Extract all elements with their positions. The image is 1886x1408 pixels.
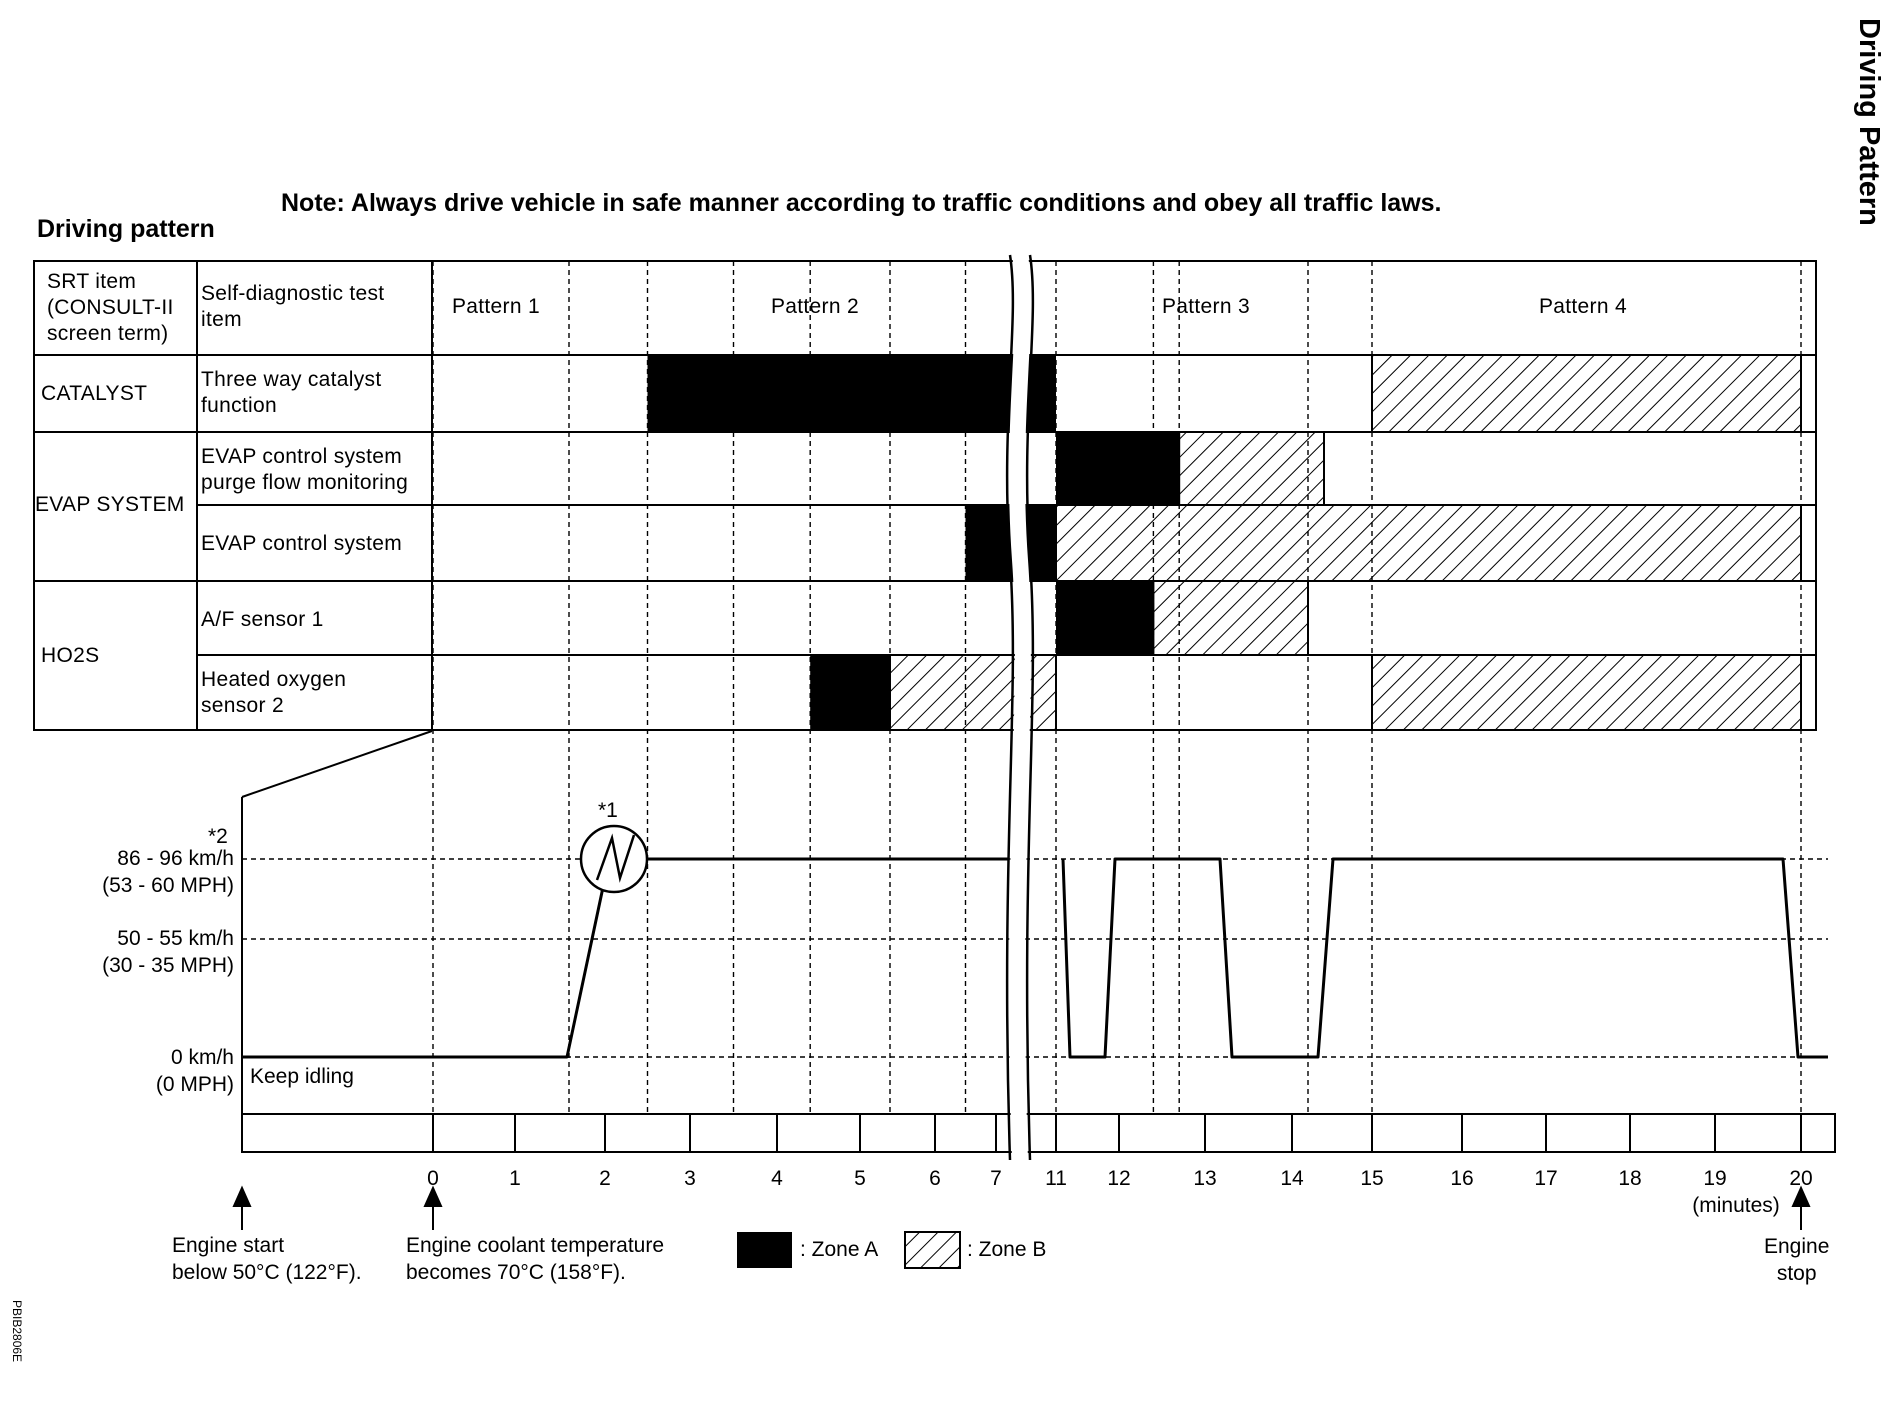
acceleration-circle-icon: [581, 826, 647, 892]
safety-note: Note: Always drive vehicle in safe manner according to traffic conditions and obey all traffic laws.: [281, 189, 1442, 217]
x-tick-label: 19: [1703, 1167, 1727, 1190]
x-tick-label: 6: [929, 1167, 941, 1190]
legend-zone-b: : Zone B: [967, 1238, 1047, 1261]
x-tick-label: 11: [1045, 1167, 1067, 1190]
item-three-way-catalyst: Three way catalyst function: [201, 368, 382, 417]
up-arrow-icons: [234, 1188, 1809, 1230]
legend-zone-a: : Zone A: [800, 1238, 879, 1261]
x-tick-label: 4: [771, 1167, 783, 1190]
x-tick-label: 20: [1789, 1167, 1813, 1190]
zone-b-bar-hos2: [1372, 655, 1801, 730]
side-title: Driving Pattern: [1853, 18, 1885, 226]
header-srt-item: SRT item (CONSULT-II screen term): [47, 270, 174, 345]
coolant-temperature-annotation: Engine coolant temperature becomes 70°C (158°F).: [406, 1234, 664, 1284]
engine-stop-annotation: Engine stop: [1764, 1235, 1830, 1285]
header-pattern-4: Pattern 4: [1539, 295, 1627, 318]
group-evap-system: EVAP SYSTEM: [35, 493, 185, 516]
zone-a-bar-twc: [648, 355, 1057, 432]
x-tick-label: 1: [509, 1167, 521, 1190]
y-label-mid-speed: 50 - 55 km/h (30 - 35 MPH): [102, 927, 234, 977]
header-pattern-2: Pattern 2: [771, 295, 859, 318]
x-tick-label: 14: [1280, 1167, 1304, 1190]
graph-axes: [242, 797, 1835, 1152]
header-pattern-1: Pattern 1: [452, 295, 540, 318]
y-label-high-speed: 86 - 96 km/h (53 - 60 MPH): [102, 847, 234, 897]
mark-2: *2: [208, 825, 228, 848]
x-tick-label: 18: [1618, 1167, 1642, 1190]
x-tick-label: 16: [1450, 1167, 1474, 1190]
zone-b-bar-twc: [1372, 355, 1801, 432]
zone-b-bar-af1: [1153, 581, 1308, 655]
group-catalyst: CATALYST: [41, 382, 148, 405]
zone-a-bar-hos2: [810, 655, 890, 730]
x-tick-label: 15: [1360, 1167, 1384, 1190]
timeline-ticks: [433, 1114, 1801, 1152]
header-pattern-3: Pattern 3: [1162, 295, 1250, 318]
zone-a-swatch: [737, 1232, 792, 1268]
item-af-sensor-1: A/F sensor 1: [201, 608, 324, 631]
y-label-zero-speed: 0 km/h (0 MPH): [155, 1046, 234, 1096]
zone-b-bar-evap: [1056, 505, 1801, 581]
item-evap-purge-flow: EVAP control system purge flow monitoring: [201, 445, 409, 494]
zone-b-bar-evap-purge: [1179, 432, 1324, 505]
x-tick-label: 7: [990, 1167, 1002, 1190]
zone-a-bar-evap-purge: [1056, 432, 1179, 505]
x-tick-label: 2: [599, 1167, 611, 1190]
zone-bars: [648, 355, 1802, 730]
speed-reference-lines: [242, 859, 1828, 1057]
x-tick-label: 12: [1107, 1167, 1131, 1190]
mark-1: *1: [598, 799, 618, 822]
x-tick-label: 3: [684, 1167, 696, 1190]
x-tick-label: 13: [1193, 1167, 1217, 1190]
x-tick-label: 0: [427, 1167, 439, 1190]
item-evap-control-system: EVAP control system: [201, 532, 402, 555]
legend-swatches: [737, 1232, 960, 1268]
keep-idling-label: Keep idling: [250, 1065, 354, 1088]
item-heated-oxygen-sensor-2: Heated oxygen sensor 2: [201, 668, 347, 717]
zone-a-bar-af1: [1056, 581, 1153, 655]
group-ho2s: HO2S: [41, 644, 100, 667]
perspective-lines: [242, 731, 432, 797]
x-tick-label: 5: [854, 1167, 866, 1190]
engine-start-annotation: Engine start below 50°C (122°F).: [172, 1234, 362, 1284]
header-self-diagnostic-item: Self-diagnostic test item: [201, 282, 385, 331]
x-unit-label: (minutes): [1692, 1194, 1780, 1217]
section-title: Driving pattern: [37, 215, 215, 243]
vehicle-speed-profile-2: [1063, 859, 1828, 1057]
figure-code: PBIB2806E: [10, 1300, 24, 1363]
zone-b-swatch: [905, 1232, 960, 1268]
x-tick-label: 17: [1534, 1167, 1558, 1190]
